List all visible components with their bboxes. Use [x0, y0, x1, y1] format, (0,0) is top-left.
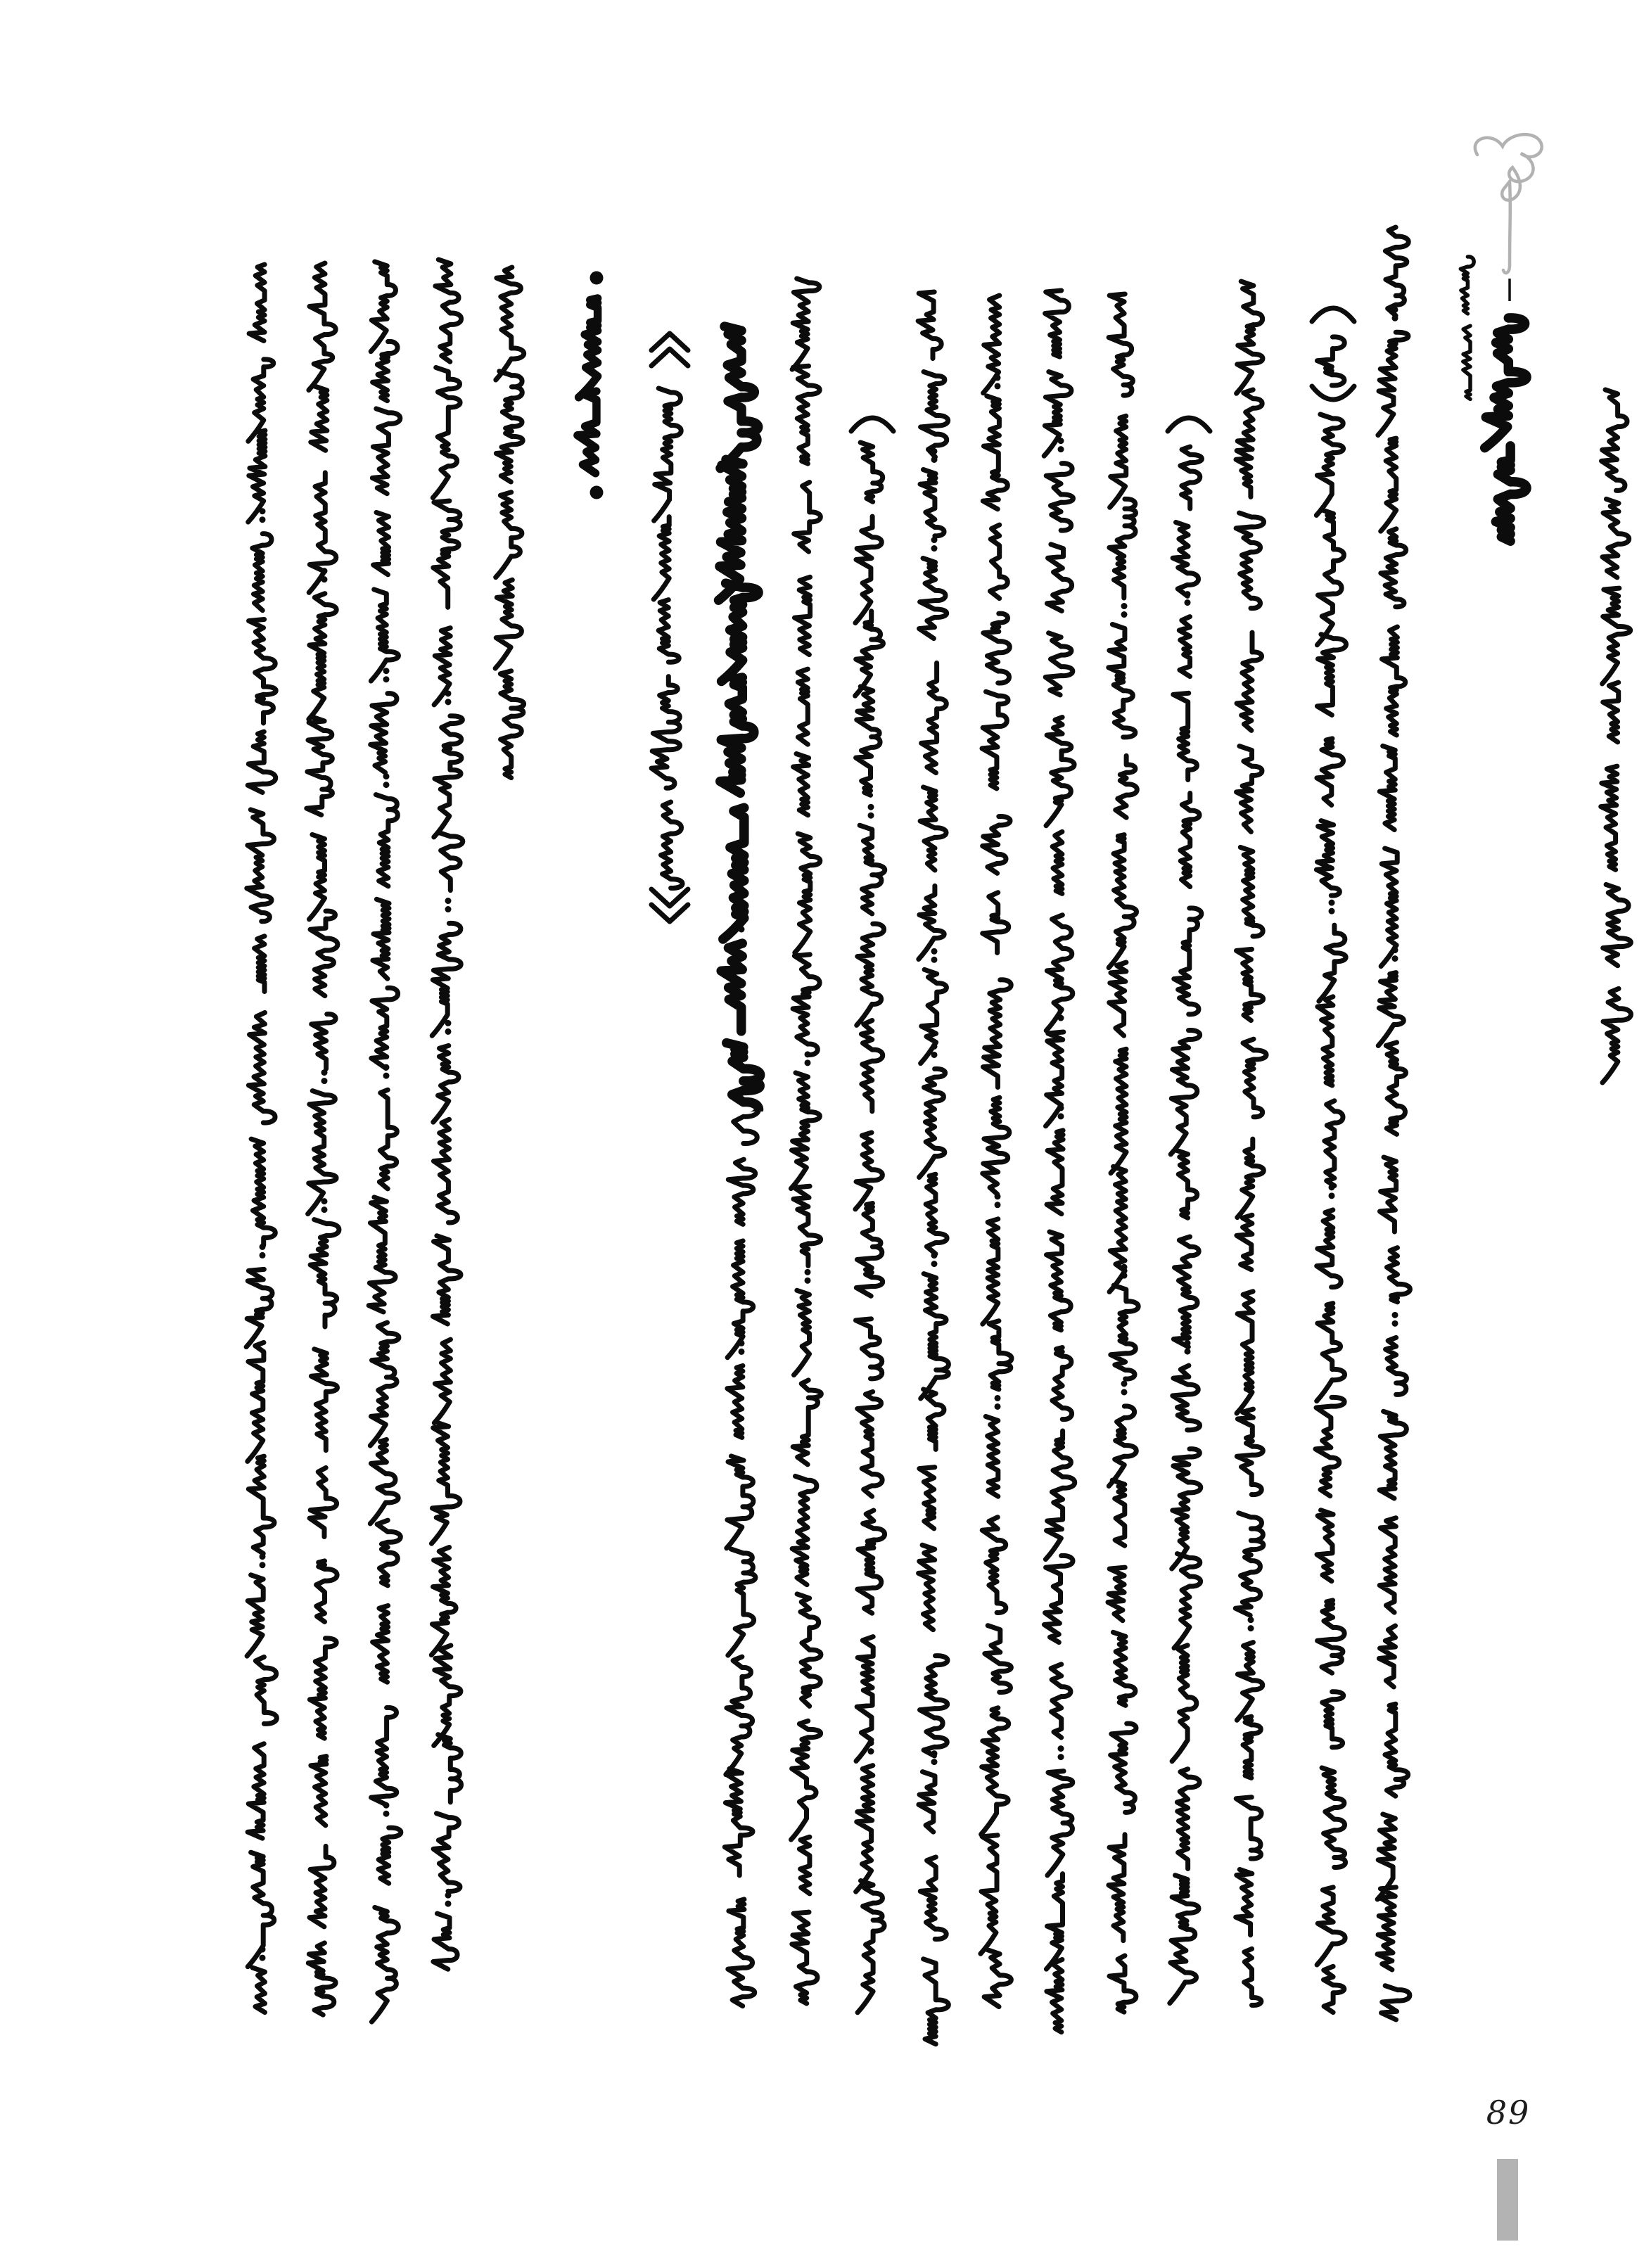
margin-marker-bar	[1497, 2159, 1518, 2241]
page-number: 89	[1486, 2094, 1531, 2132]
article-title-column	[1450, 255, 1569, 609]
text-column	[1337, 164, 1456, 2064]
text-column	[1558, 331, 1644, 1138]
